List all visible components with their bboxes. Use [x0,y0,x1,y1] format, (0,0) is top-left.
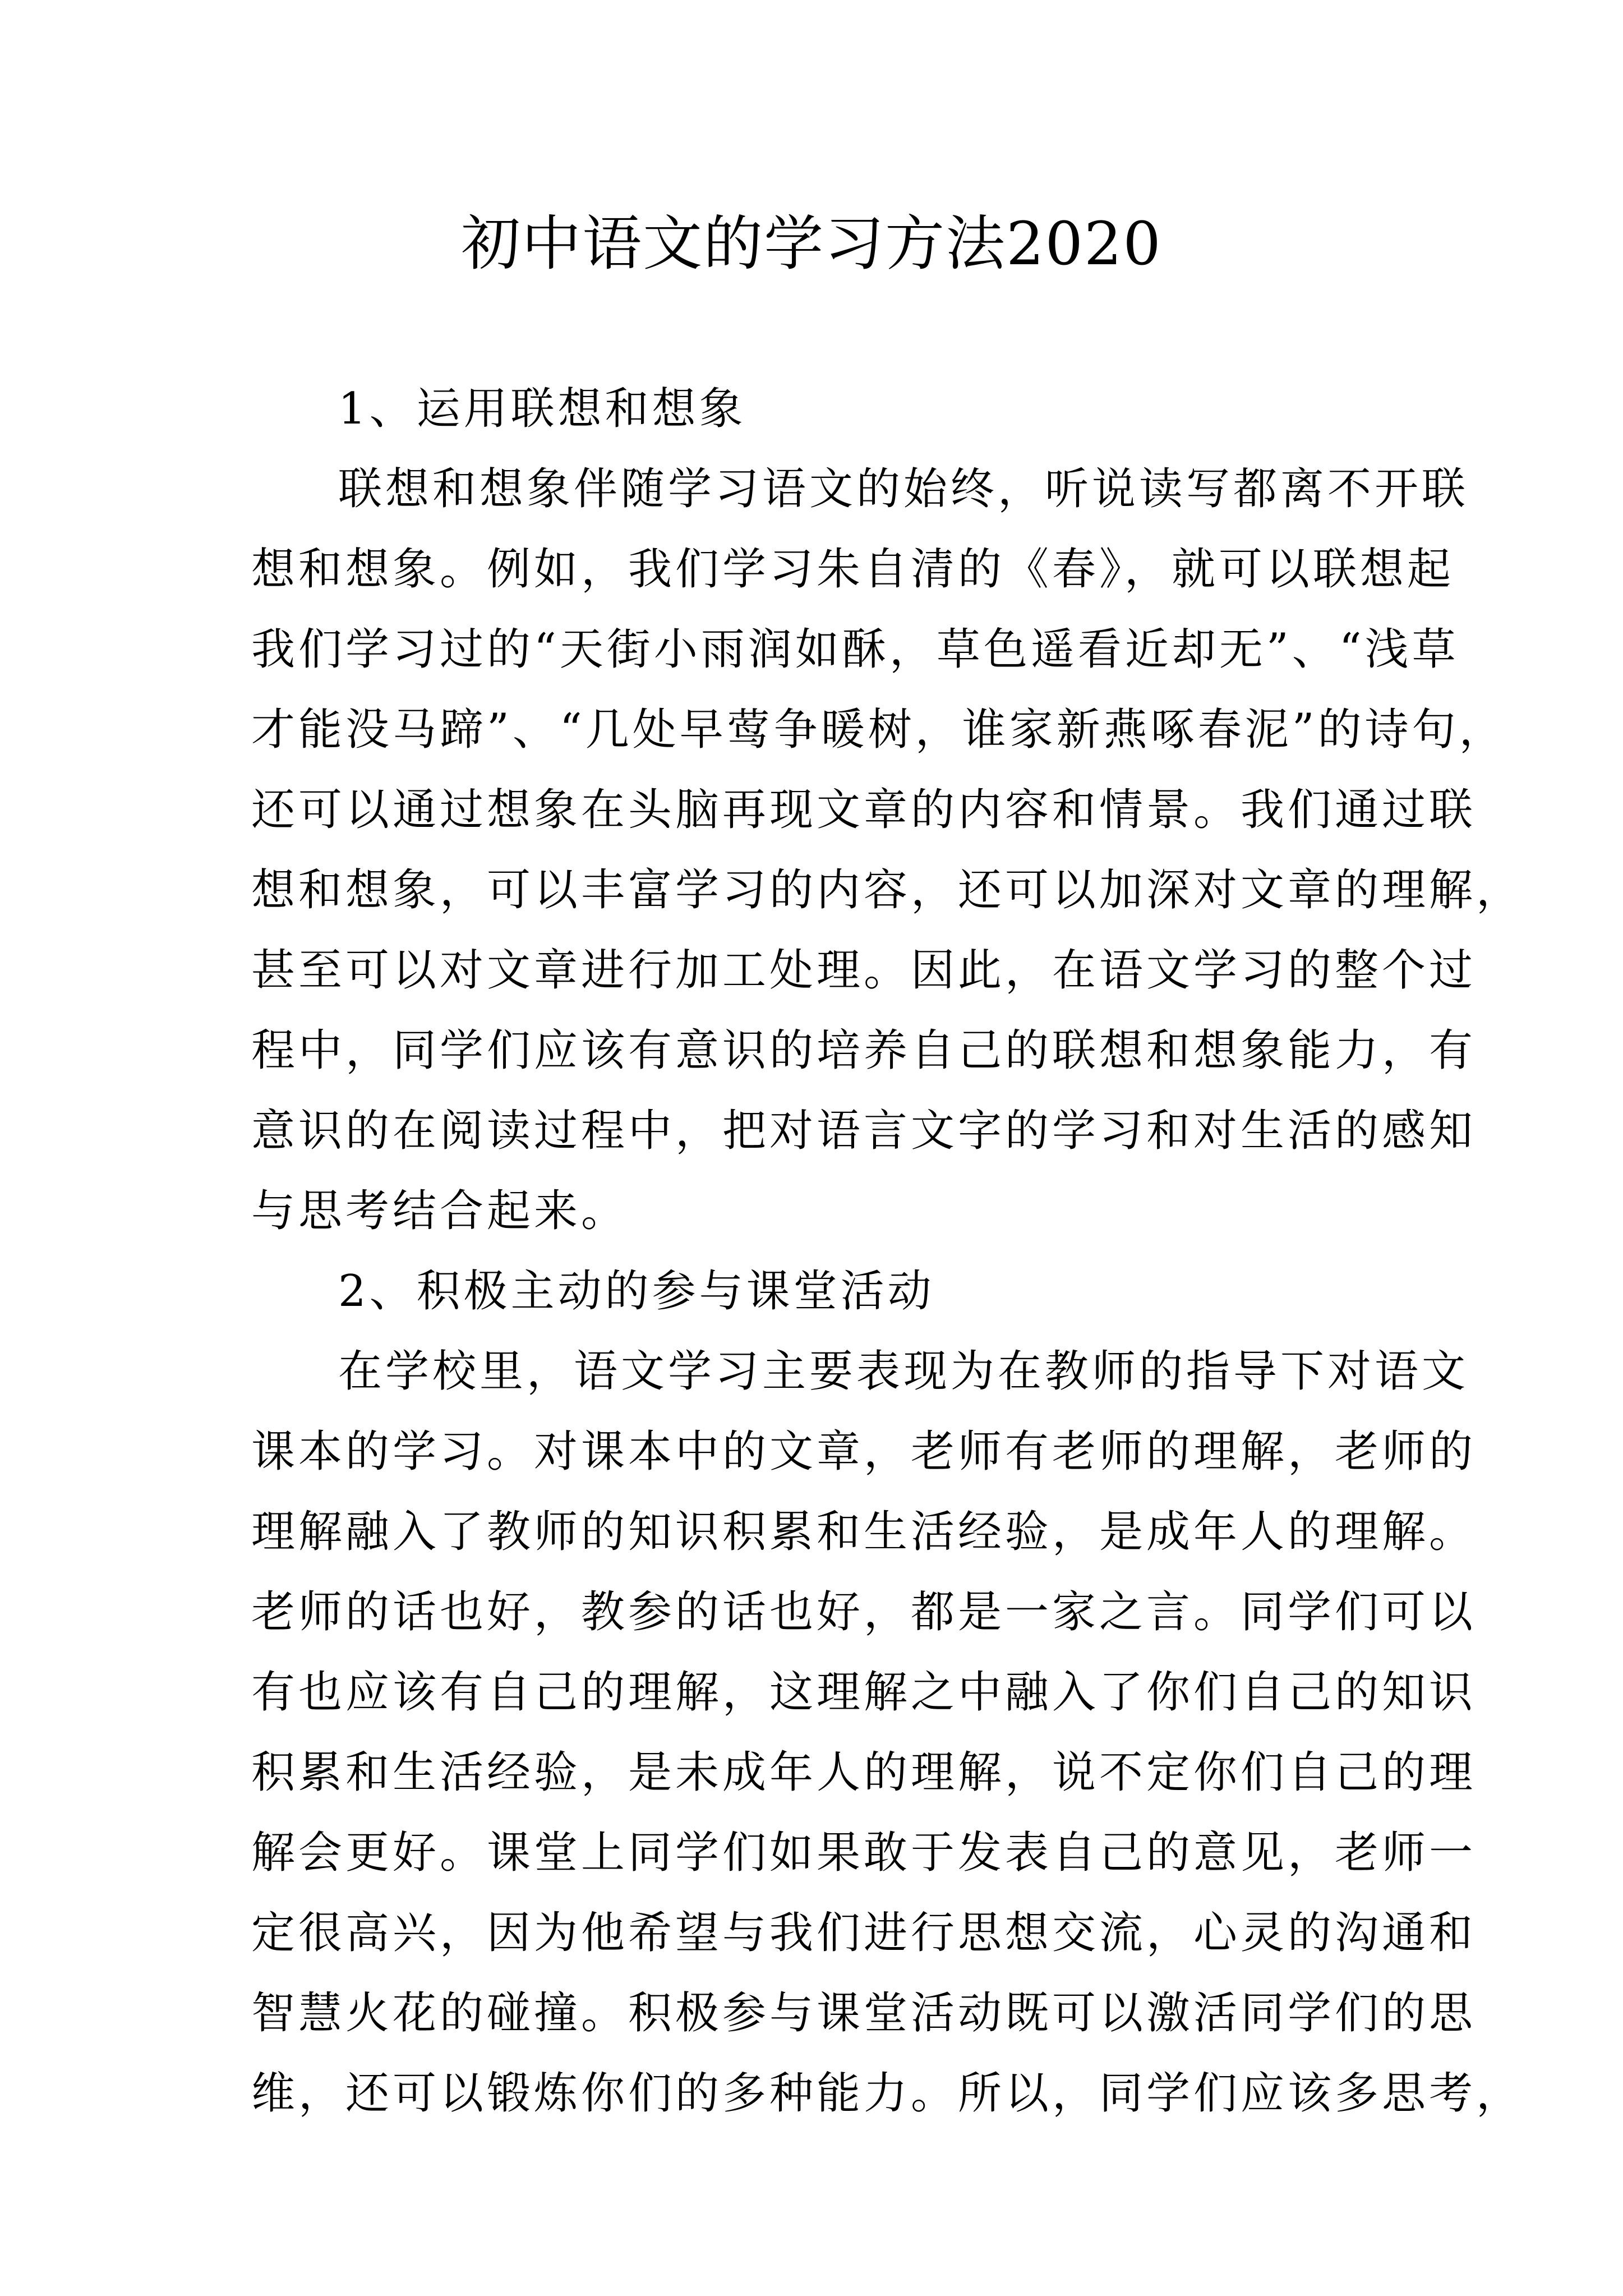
text-line: 想和想象。例如，我们学习朱自清的《春》，就可以联想起 [251,544,1455,595]
text-line: 甚至可以对文章进行加工处理。因此，在语文学习的整个过 [251,945,1477,996]
text-line: 定很高兴，因为他希望与我们进行思想交流，心灵的沟通和 [251,1908,1477,1958]
text-line: 与思考结合起来。 [251,1186,629,1236]
text-line: 想和想象，可以丰富学习的内容，还可以加深对文章的理解， [251,865,1524,915]
text-line: 理解融入了教师的知识积累和生活经验，是成年人的理解。 [251,1507,1477,1557]
text-line: 1、运用联想和想象 [338,384,746,434]
text-line: 课本的学习。对课本中的文章，老师有老师的理解，老师的 [251,1427,1477,1477]
text-line: 2、积极主动的参与课堂活动 [338,1266,935,1317]
text-line: 积累和生活经验，是未成年人的理解，说不定你们自己的理 [251,1747,1477,1798]
text-line: 老师的话也好，教参的话也好，都是一家之言。同学们可以 [251,1587,1477,1637]
text-line: 联想和想象伴随学习语文的始终，听说读写都离不开联 [338,464,1469,514]
text-line: 在学校里，语文学习主要表现为在教师的指导下对语文 [338,1346,1469,1397]
text-line: 解会更好。课堂上同学们如果敢于发表自己的意见，老师一 [251,1828,1477,1878]
document-title: 初中语文的学习方法2020 [461,209,1162,278]
text-line: 维，还可以锻炼你们的多种能力。所以，同学们应该多思考， [251,2068,1524,2119]
text-line: 程中，同学们应该有意识的培养自己的联想和想象能力，有 [251,1025,1477,1076]
text-line: 智慧火花的碰撞。积极参与课堂活动既可以激活同学们的思 [251,1988,1477,2039]
text-line: 意识的在阅读过程中，把对语言文字的学习和对生活的感知 [251,1106,1477,1156]
text-line: 我们学习过的“天街小雨润如酥，草色遥看近却无”、“浅草 [251,624,1459,675]
document-body [251,369,1524,2134]
text-line: 有也应该有自己的理解，这理解之中融入了你们自己的知识 [251,1667,1477,1718]
text-line: 还可以通过想象在头脑再现文章的内容和情景。我们通过联 [251,785,1477,835]
text-line: 才能没马蹄”、“几处早莺争暖树，谁家新燕啄春泥”的诗句， [251,705,1506,755]
